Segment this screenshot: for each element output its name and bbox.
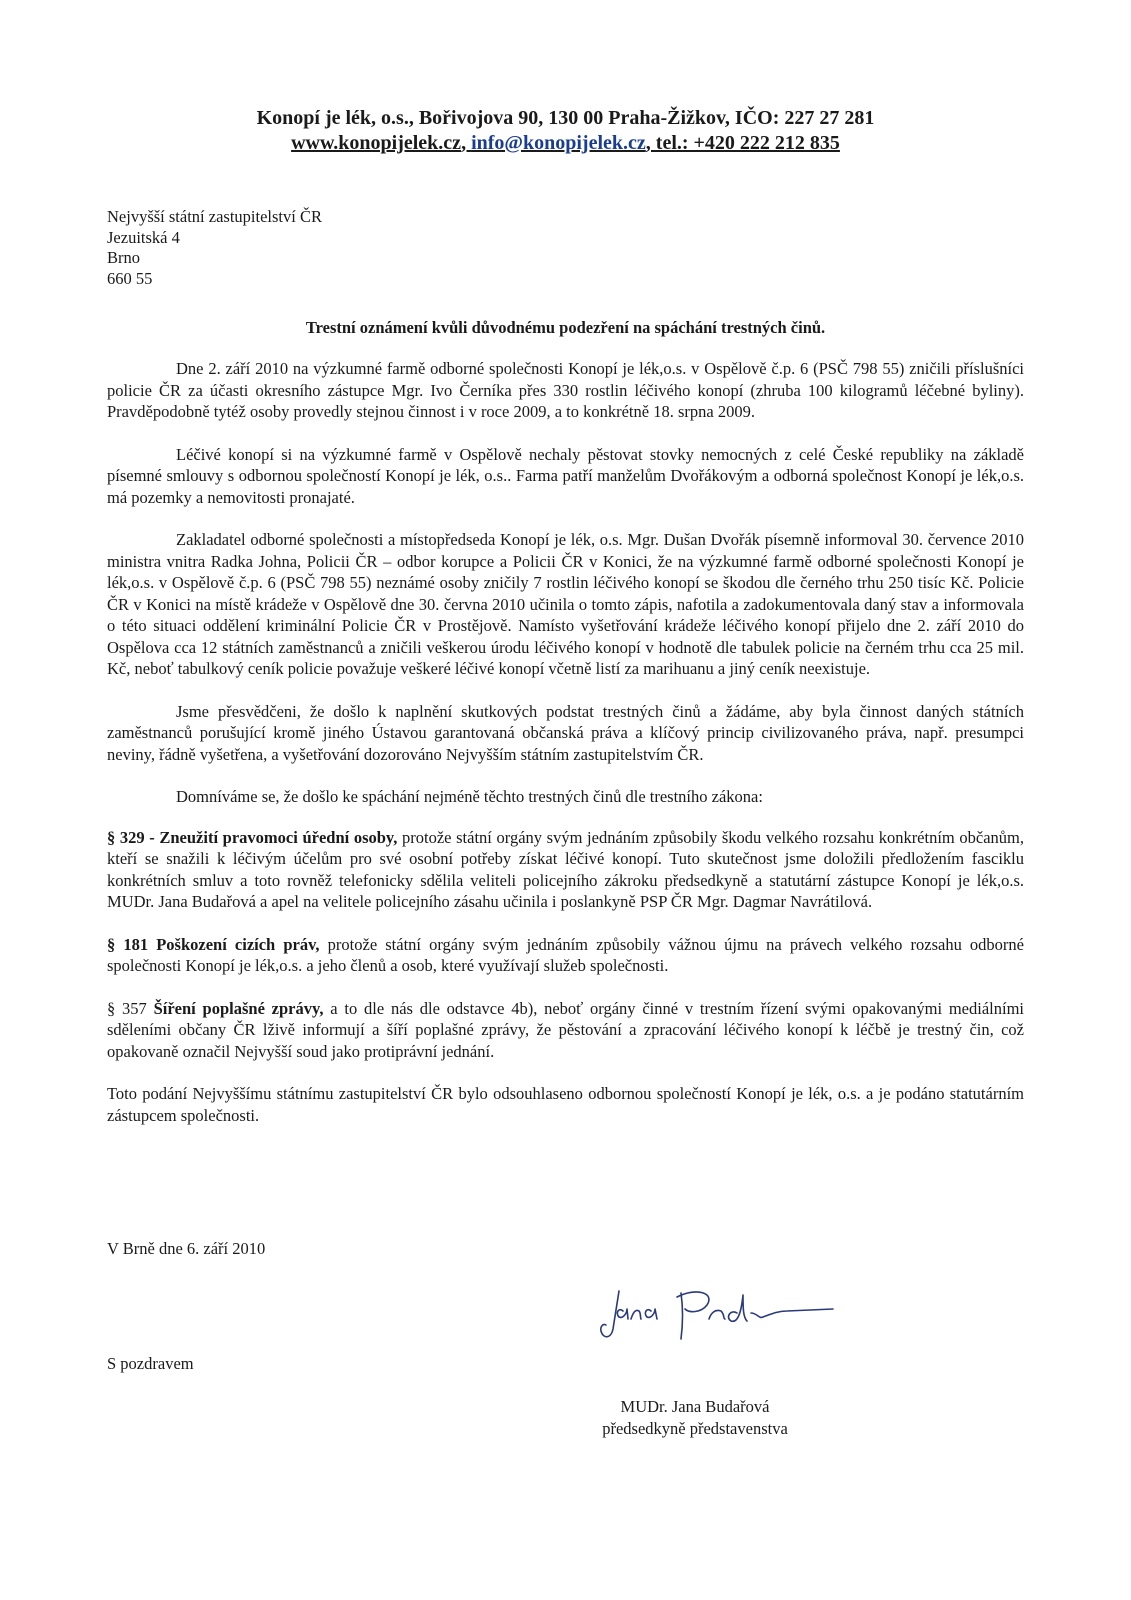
paragraph: Zakladatel odborné společnosti a místopředseda Konopí je lék, o.s. Mgr. Dušan Dvořák písemně informoval 30. července 2010 ministra vnitra Radka Johna, Policii ČR – odbor korupce a Policii ČR v Konici, že na výzkumné farmě odborné společnosti Konopí je lék,o.s. v Ospělově č.p. 6 (PSČ 798 55) neznámé osoby zničily 7 rostlin léčivého konopí se škodou dle černého trhu 250 tisíc Kč. Policie ČR v Konici na místě krádeže v Ospělově dne 30. června 2010 učinila o tomto zápis, nafotila a zadokumentovala daný stav a informovala o této situaci oddělení kriminální Policie ČR v Prostějově. Namísto vyšetřování krádeže léčivého konopí přijelo dne 2. září 2010 do Ospělova cca 12 státních zaměstnanců a zničili veškerou úrodu léčivého konopí v hodnotě dle tabulek policie na černém trhu cca 25 mil. Kč, neboť tabulkový ceník policie považuje veškeré léčivé konopí včetně listí za marihuanu a jiný ceník neexistuje. bbox=[107, 530, 1024, 678]
paragraph: Léčivé konopí si na výzkumné farmě v Ospělově nechaly pěstovat stovky nemocných z celé České republiky na základě písemné smlouvy s odbornou společností Konopí je lék, o.s.. Farma patří manželům Dvořákovým a odborná společnost Konopí je lék,o.s. má pozemky a nemovitosti pronajaté. bbox=[107, 444, 1024, 507]
section-heading: § 329 - Zneužití pravomoci úřední osoby, bbox=[107, 827, 398, 847]
phone-text: , tel.: +420 222 212 835 bbox=[645, 132, 840, 154]
handwritten-signature bbox=[597, 1283, 837, 1343]
closing-paragraph: Toto podání Nejvyššímu státnímu zastupitelství ČR bylo odsouhlaseno odbornou společností Konopí je lék, o.s. a je podáno statutárním zástupcem společnosti. bbox=[107, 1084, 1024, 1125]
recipient-address bbox=[107, 207, 322, 289]
recipient-line: Nejvyšší státní zastupitelství ČR bbox=[107, 207, 322, 226]
paragraph: Jsme přesvědčeni, že došlo k naplnění skutkových podstat trestných činů a žádáme, aby byla činnost daných státních zaměstnanců porušující kromě jiného Ústavou garantovaná občanská práva a klíčový princip civilizovaného práva, např. presumpci neviny, řádně vyšetřena, a vyšetřování dozorováno Nejvyšším státním zastupitelstvím ČR. bbox=[107, 701, 1024, 764]
letterhead bbox=[0, 106, 1131, 156]
section-text: protože státní orgány svým jednáním způsobily vážnou újmu na právech velkého rozsahu odborné společnosti Konopí je lék,o.s. a jeho členů a osob, které využívají služeb společnosti. bbox=[107, 934, 1024, 975]
recipient-line: Brno bbox=[107, 248, 140, 267]
recipient-line: 660 55 bbox=[107, 268, 153, 288]
section-number: § 357 bbox=[107, 998, 154, 1018]
letterhead-contact-line: www.konopijelek.cz, info@konopijelek.cz, tel.: +420 222 212 835 bbox=[291, 132, 840, 154]
website-link[interactable]: www.konopijelek.cz bbox=[291, 132, 462, 154]
section-text: protože státní orgány svým jednáním způsobily škodu velkého rozsahu konkrétním občanům, kteří se snažili k léčivým účelům pro své osobní potřeby získat léčivé konopí. Tuto skutečnost jsme doložili předložením fasciklu konkrétních smluv a toto rovněž telefonicky sdělila veliteli policejního zákroku předsedkyně a statutární zástupce Konopí je lék,o.s. MUDr. Jana Budařová a apel na velitele policejního zásahu učinila i poslankyně PSP ČR Mgr. Dagmar Navrátilová. bbox=[107, 827, 1024, 911]
email-link[interactable]: info@konopijelek.cz bbox=[471, 132, 646, 154]
section-181 bbox=[107, 934, 1024, 977]
section-heading: Šíření poplašné zprávy, bbox=[153, 998, 324, 1018]
signer-name: MUDr. Jana Budařová bbox=[620, 1397, 770, 1416]
paragraph: Dne 2. září 2010 na výzkumné farmě odborné společnosti Konopí je lék,o.s. v Ospělově č.p. 6 (PSČ 798 55) zničili příslušníci policie ČR za účasti okresního zástupce Mgr. Ivo Černíka přes 330 rostlin léčivého konopí (zhruba 100 kilogramů léčebné byliny). Pravděpodobně tytéž osoby provedly stejnou činnost i v roce 2009, a to konkrétně 18. srpna 2009. bbox=[107, 359, 1024, 421]
paragraph: Domníváme se, že došlo ke spáchání nejméně těchto trestných činů dle trestního zákona: bbox=[176, 787, 763, 806]
letter-body bbox=[107, 358, 1024, 1147]
section-357 bbox=[107, 998, 1024, 1063]
letter-subject: Trestní oznámení kvůli důvodnému podezření na spáchání trestných činů. bbox=[305, 318, 826, 337]
place-date: V Brně dne 6. září 2010 bbox=[107, 1239, 266, 1258]
section-heading: § 181 Poškození cizích práv, bbox=[107, 934, 320, 954]
signer-block bbox=[560, 1396, 830, 1440]
greeting: S pozdravem bbox=[107, 1354, 194, 1373]
signer-title: předsedkyně představenstva bbox=[602, 1419, 788, 1438]
letterhead-org-line: Konopí je lék, o.s., Bořivojova 90, 130 00 Praha-Žižkov, IČO: 227 27 281 bbox=[256, 107, 875, 129]
section-329 bbox=[107, 827, 1024, 913]
recipient-line: Jezuitská 4 bbox=[107, 227, 180, 247]
section-text: a to dle nás dle odstavce 4b), neboť orgány činné v trestním řízení svými opakovanými mediálními sděleními občany ČR lživě informují a šíří poplašné zprávy, že pěstování a zpracování léčivého konopí k léčbě je trestný čin, což opakovaně označil Nejvyšší soud jako protiprávní jednání. bbox=[107, 998, 1024, 1061]
